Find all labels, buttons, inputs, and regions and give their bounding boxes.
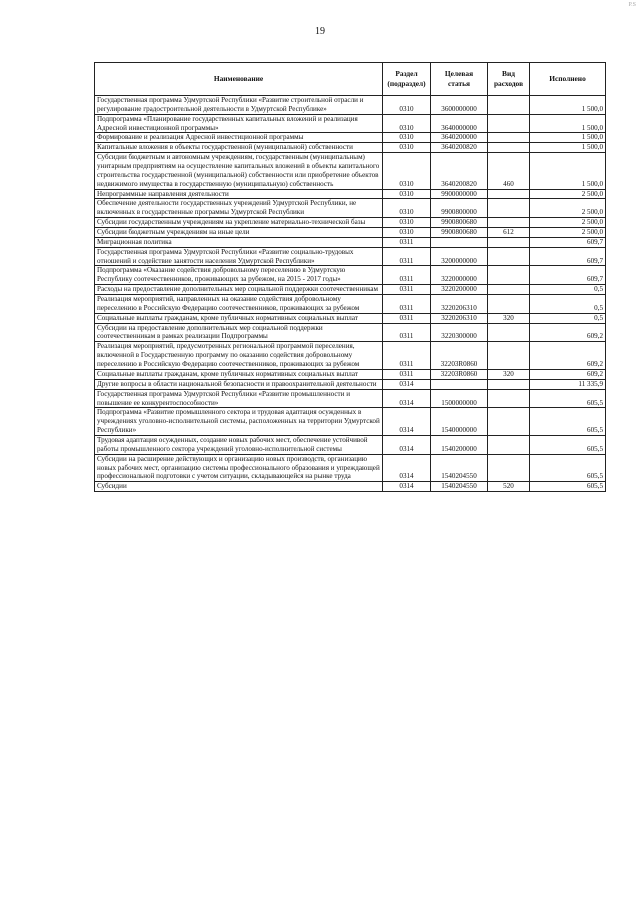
cell-section: 0314: [383, 435, 431, 454]
cell-section: 0310: [383, 153, 431, 189]
cell-section: 0310: [383, 228, 431, 238]
cell-type: [488, 143, 530, 153]
cell-value: 605,5: [530, 454, 606, 482]
cell-type: [488, 323, 530, 342]
table-row: [95, 379, 606, 389]
table-row: [95, 408, 606, 436]
cell-section: 0311: [383, 323, 431, 342]
cell-value: 605,5: [530, 482, 606, 492]
cell-value: 1 500,0: [530, 133, 606, 143]
cell-type: [488, 133, 530, 143]
cell-section: 0311: [383, 237, 431, 247]
cell-name: Трудовая адаптация осужденных, создание новых рабочих мест, обеспечение устойчивой работы промышленного сектора учреждений уголовно-исполнительной системы: [95, 435, 383, 454]
cell-target: 1500000000: [431, 389, 488, 408]
table-row: [95, 323, 606, 342]
cell-target: 1540204550: [431, 482, 488, 492]
cell-section: 0311: [383, 295, 431, 314]
table-row: [95, 189, 606, 199]
cell-value: 605,5: [530, 389, 606, 408]
cell-value: 605,5: [530, 408, 606, 436]
cell-type: [488, 454, 530, 482]
cell-type: 612: [488, 228, 530, 238]
cell-name: Реализация мероприятий, предусмотренных региональной программой переселения, включенной в Государственную программу по оказанию содействия добровольному переселению в Российскую Федерацию соотечественников, проживающих за рубежом: [95, 342, 383, 370]
table-row: [95, 143, 606, 153]
table-row: [95, 454, 606, 482]
cell-value: 609,2: [530, 323, 606, 342]
cell-name: Расходы на предоставление дополнительных мер социальной поддержки соотечественникам: [95, 285, 383, 295]
cell-type: [488, 114, 530, 133]
table-row: [95, 435, 606, 454]
cell-type: [488, 408, 530, 436]
cell-name: Государственная программа Удмуртской Республики «Развитие социально-трудовых отношений и содействие занятости населения Удмуртской Республики»: [95, 247, 383, 266]
cell-name: Государственная программа Удмуртской Республики «Развитие строительной отрасли и регулирование градостроительной деятельности в Удмуртской Республике»: [95, 96, 383, 115]
cell-section: 0310: [383, 133, 431, 143]
cell-target: 3640200820: [431, 143, 488, 153]
cell-name: Подпрограмма «Планирование государственных капитальных вложений и реализация Адресной инвестиционной программы»: [95, 114, 383, 133]
table-body: [95, 96, 606, 492]
cell-value: 609,2: [530, 342, 606, 370]
cell-value: 0,5: [530, 285, 606, 295]
cell-type: [488, 342, 530, 370]
cell-target: 9900800680: [431, 218, 488, 228]
table-row: [95, 228, 606, 238]
cell-name: Капитальные вложения в объекты государственной (муниципальной) собственности: [95, 143, 383, 153]
budget-table: [94, 62, 606, 492]
cell-target: 9900800000: [431, 199, 488, 218]
cell-name: Субсидии: [95, 482, 383, 492]
cell-value: 609,7: [530, 237, 606, 247]
cell-name: Государственная программа Удмуртской Республики «Развитие промышленности и повышение ее конкурентоспособности»: [95, 389, 383, 408]
cell-value: 11 335,9: [530, 379, 606, 389]
cell-type: [488, 379, 530, 389]
cell-section: 0314: [383, 379, 431, 389]
cell-target: 3640000000: [431, 114, 488, 133]
cell-value: 605,5: [530, 435, 606, 454]
table-row: [95, 133, 606, 143]
cell-type: [488, 96, 530, 115]
table-row: [95, 342, 606, 370]
cell-type: [488, 189, 530, 199]
cell-value: 609,2: [530, 369, 606, 379]
cell-target: 1540204550: [431, 454, 488, 482]
cell-section: 0314: [383, 408, 431, 436]
table-row: [95, 295, 606, 314]
cell-section: 0311: [383, 313, 431, 323]
cell-name: Субсидии на расширение действующих и организацию новых производств, организацию новых рабочих мест, организацию системы профессионального образования и упреждающей профессиональной подготовки с учетом ситуации, складывающейся на рынке труда: [95, 454, 383, 482]
cell-name: Формирование и реализация Адресной инвестиционной программы: [95, 133, 383, 143]
cell-type: [488, 285, 530, 295]
header-name: Наименование: [95, 63, 383, 96]
cell-type: [488, 199, 530, 218]
edge-mark: P.S: [628, 2, 636, 8]
cell-section: 0311: [383, 369, 431, 379]
cell-name: Подпрограмма «Развитие промышленного сектора и трудовая адаптация осужденных в учреждениях уголовно-исполнительной системы, расположенных на территории Удмуртской Республики»: [95, 408, 383, 436]
header-type: Вид расходов: [488, 63, 530, 96]
cell-name: Социальные выплаты гражданам, кроме публичных нормативных социальных выплат: [95, 369, 383, 379]
cell-target: [431, 237, 488, 247]
cell-target: 32203R0860: [431, 342, 488, 370]
cell-target: 3220000000: [431, 266, 488, 285]
cell-section: 0310: [383, 96, 431, 115]
cell-target: 3220300000: [431, 323, 488, 342]
cell-section: 0314: [383, 389, 431, 408]
cell-value: 2 500,0: [530, 228, 606, 238]
cell-type: 320: [488, 313, 530, 323]
cell-name: Субсидии на предоставление дополнительных мер социальной поддержки соотечественникам в рамках реализации Подпрограммы: [95, 323, 383, 342]
cell-section: 0310: [383, 218, 431, 228]
table-row: [95, 247, 606, 266]
cell-type: [488, 247, 530, 266]
cell-name: Субсидии бюджетным и автономным учреждениям, государственным (муниципальным) унитарным предприятиям на осуществление капитальных вложений в объекты капитального строительства государственной (муниципальной) собственности или приобретение объектов недвижимого имущества в государственную (муниципальную) собственность: [95, 153, 383, 189]
cell-type: 520: [488, 482, 530, 492]
cell-target: 3600000000: [431, 96, 488, 115]
header-row: [95, 63, 606, 96]
cell-value: 1 500,0: [530, 153, 606, 189]
cell-value: 1 500,0: [530, 114, 606, 133]
cell-section: 0310: [383, 114, 431, 133]
cell-section: 0314: [383, 482, 431, 492]
cell-type: [488, 218, 530, 228]
cell-target: 3220200000: [431, 285, 488, 295]
header-target: Целевая статья: [431, 63, 488, 96]
table-row: [95, 313, 606, 323]
cell-name: Реализация мероприятий, направленных на оказание содействия добровольному переселению в Российскую Федерацию соотечественников, проживающих за рубежом: [95, 295, 383, 314]
cell-target: 3220206310: [431, 295, 488, 314]
cell-type: [488, 266, 530, 285]
cell-target: 3220206310: [431, 313, 488, 323]
cell-section: 0310: [383, 199, 431, 218]
cell-section: 0311: [383, 285, 431, 295]
table-row: [95, 266, 606, 285]
table-row: [95, 199, 606, 218]
cell-target: 32203R0860: [431, 369, 488, 379]
table-row: [95, 237, 606, 247]
header-section: Раздел (подраздел): [383, 63, 431, 96]
cell-type: [488, 295, 530, 314]
cell-value: 1 500,0: [530, 96, 606, 115]
cell-section: 0310: [383, 143, 431, 153]
cell-value: 0,5: [530, 313, 606, 323]
cell-section: 0310: [383, 189, 431, 199]
table-row: [95, 482, 606, 492]
cell-value: 1 500,0: [530, 143, 606, 153]
cell-type: [488, 389, 530, 408]
cell-target: 1540000000: [431, 408, 488, 436]
cell-name: Другие вопросы в области национальной безопасности и правоохранительной деятельности: [95, 379, 383, 389]
cell-name: Социальные выплаты гражданам, кроме публичных нормативных социальных выплат: [95, 313, 383, 323]
cell-value: 2 500,0: [530, 189, 606, 199]
cell-target: 9900800680: [431, 228, 488, 238]
cell-target: 3640200820: [431, 153, 488, 189]
cell-target: 3640200000: [431, 133, 488, 143]
cell-target: [431, 379, 488, 389]
table-row: [95, 96, 606, 115]
cell-name: Субсидии бюджетным учреждениям на иные цели: [95, 228, 383, 238]
header-value: Исполнено: [530, 63, 606, 96]
cell-section: 0311: [383, 266, 431, 285]
cell-value: 2 500,0: [530, 218, 606, 228]
cell-target: 9900000000: [431, 189, 488, 199]
cell-section: 0311: [383, 342, 431, 370]
cell-value: 609,7: [530, 266, 606, 285]
cell-value: 0,5: [530, 295, 606, 314]
table-row: [95, 369, 606, 379]
cell-name: Обеспечение деятельности государственных учреждений Удмуртской Республики, не включенных в государственные программы Удмуртской Республики: [95, 199, 383, 218]
cell-type: [488, 237, 530, 247]
cell-name: Миграционная политика: [95, 237, 383, 247]
table-row: [95, 153, 606, 189]
cell-section: 0314: [383, 454, 431, 482]
cell-type: [488, 435, 530, 454]
table-row: [95, 218, 606, 228]
cell-name: Непрограммные направления деятельности: [95, 189, 383, 199]
cell-target: 1540200000: [431, 435, 488, 454]
table-row: [95, 389, 606, 408]
cell-value: 2 500,0: [530, 199, 606, 218]
cell-type: 320: [488, 369, 530, 379]
cell-section: 0311: [383, 247, 431, 266]
cell-name: Подпрограмма «Оказание содействия добровольному переселению в Удмуртскую Республику соотечественников, проживающих за рубежом, на 2015 - 2017 годы»: [95, 266, 383, 285]
cell-target: 3200000000: [431, 247, 488, 266]
page-number: 19: [315, 26, 325, 37]
cell-value: 609,7: [530, 247, 606, 266]
cell-type: 460: [488, 153, 530, 189]
table-row: [95, 285, 606, 295]
cell-name: Субсидии государственным учреждениям на укрепление материально-технической базы: [95, 218, 383, 228]
table-row: [95, 114, 606, 133]
